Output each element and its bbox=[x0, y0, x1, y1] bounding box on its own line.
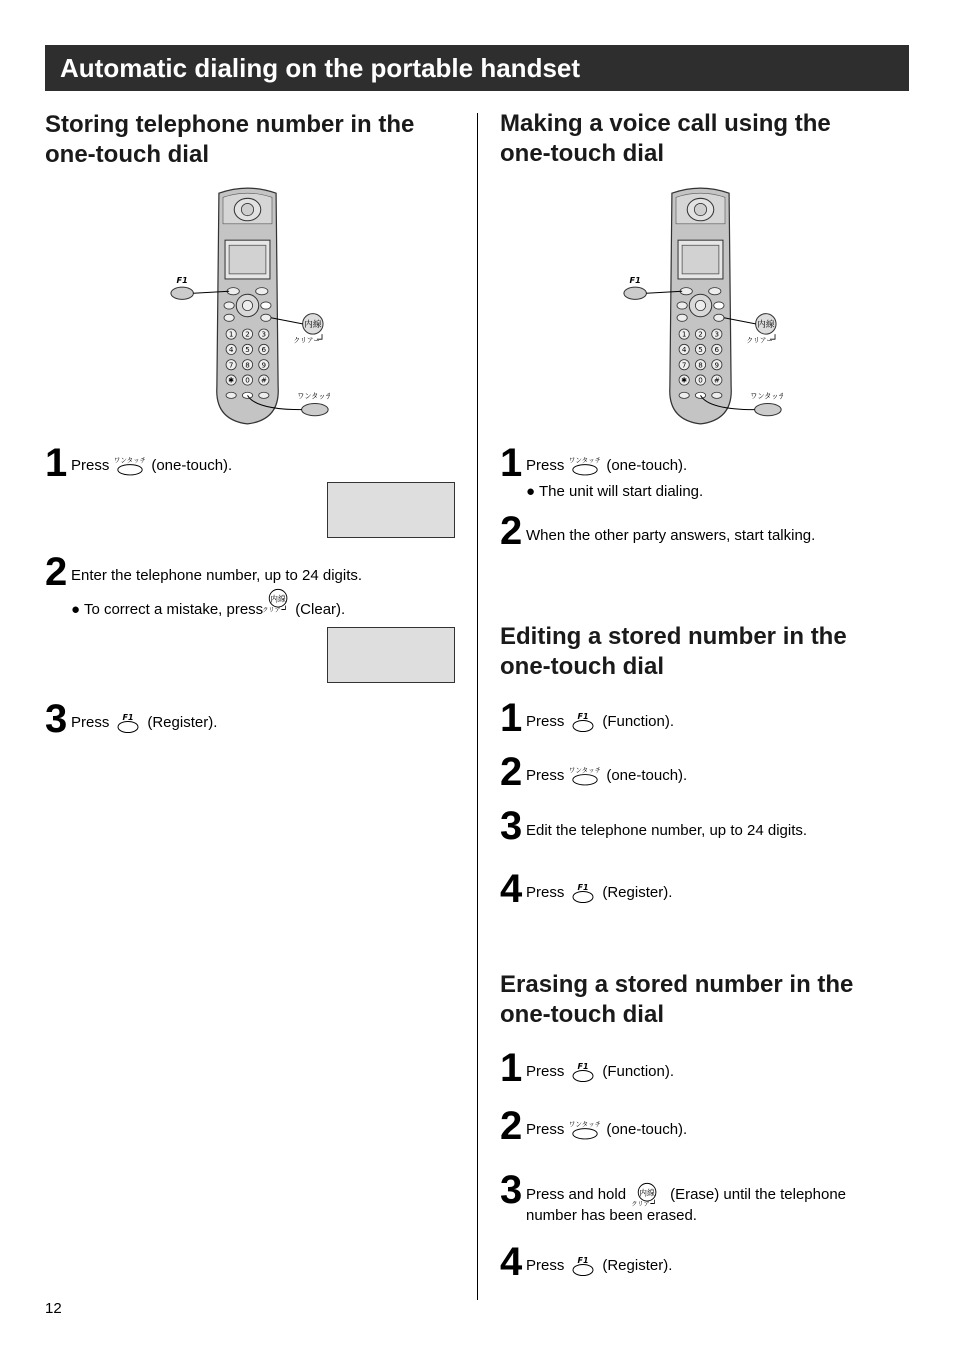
one-touch-button-icon bbox=[570, 1119, 600, 1141]
step-text: Press bbox=[71, 714, 110, 731]
step-number: 3 bbox=[45, 697, 68, 741]
bullet-text: ● To correct a mistake, press bbox=[71, 601, 264, 618]
step-text: (Register). bbox=[602, 1257, 673, 1274]
lcd-display bbox=[327, 627, 455, 683]
one-touch-button-icon bbox=[570, 765, 600, 787]
one-touch-button-icon bbox=[115, 455, 145, 477]
step-number: 4 bbox=[500, 1240, 523, 1284]
lcd-display bbox=[327, 482, 455, 538]
handset-illustration bbox=[165, 183, 330, 428]
step-text: Press bbox=[71, 457, 110, 474]
step-text: (one-touch). bbox=[606, 767, 688, 784]
step-text: Press bbox=[526, 1257, 565, 1274]
step-text: Press bbox=[526, 457, 565, 474]
bullet-text: ● The unit will start dialing. bbox=[526, 483, 704, 500]
bullet-text: (Clear). bbox=[295, 601, 346, 618]
section-heading-storing: Storing telephone number in the one-touch dial bbox=[45, 111, 415, 168]
step-number: 2 bbox=[500, 1104, 523, 1148]
intercom-clear-button-icon bbox=[263, 588, 295, 614]
handset-illustration bbox=[618, 183, 783, 428]
step-text: (Register). bbox=[602, 884, 673, 901]
f1-button-icon bbox=[570, 1255, 596, 1277]
step-text: Press bbox=[526, 1063, 565, 1080]
step-text: (Function). bbox=[602, 713, 675, 730]
step-text: When the other party answers, start talking. bbox=[526, 527, 816, 544]
step-number: 2 bbox=[500, 750, 523, 794]
step-number: 2 bbox=[500, 509, 523, 553]
step-text: Press bbox=[526, 884, 565, 901]
step-text: (one-touch). bbox=[606, 457, 688, 474]
page-title: Automatic dialing on the portable handset bbox=[60, 53, 581, 83]
page-number: 12 bbox=[45, 1300, 62, 1317]
step-text: (Function). bbox=[602, 1063, 675, 1080]
step-text: Press and hold bbox=[526, 1185, 627, 1203]
f1-button-icon bbox=[570, 1061, 596, 1083]
page-title-banner bbox=[45, 45, 909, 91]
step-text: Press bbox=[526, 1121, 565, 1138]
f1-button-icon bbox=[115, 712, 141, 734]
step-number: 1 bbox=[45, 441, 68, 485]
step-number: 1 bbox=[500, 1046, 523, 1090]
step-text: (one-touch). bbox=[151, 457, 233, 474]
step-text: number has been erased. bbox=[526, 1207, 697, 1224]
step-text: (Register). bbox=[147, 714, 218, 731]
step-number: 4 bbox=[500, 867, 523, 911]
column-divider bbox=[477, 113, 478, 1300]
step-number: 3 bbox=[500, 1168, 523, 1212]
step-number: 2 bbox=[45, 550, 68, 594]
step-text: Enter the telephone number, up to 24 digits. bbox=[71, 567, 363, 584]
step-text: Press bbox=[526, 767, 565, 784]
section-heading-erasing: Erasing a stored number in the one-touch dial bbox=[500, 971, 854, 1028]
step-text: (one-touch). bbox=[606, 1121, 688, 1138]
section-heading-voice-call: Making a voice call using the one-touch dial bbox=[500, 110, 831, 167]
step-text: (Erase) until the telephone bbox=[670, 1185, 847, 1203]
f1-button-icon bbox=[570, 882, 596, 904]
step-number: 3 bbox=[500, 804, 523, 848]
f1-button-icon bbox=[570, 711, 596, 733]
one-touch-button-icon bbox=[570, 455, 600, 477]
step-text: Edit the telephone number, up to 24 digits. bbox=[526, 822, 808, 839]
step-number: 1 bbox=[500, 441, 523, 485]
step-text: Press bbox=[526, 713, 565, 730]
step-number: 1 bbox=[500, 696, 523, 740]
section-heading-editing: Editing a stored number in the one-touch dial bbox=[500, 623, 847, 680]
